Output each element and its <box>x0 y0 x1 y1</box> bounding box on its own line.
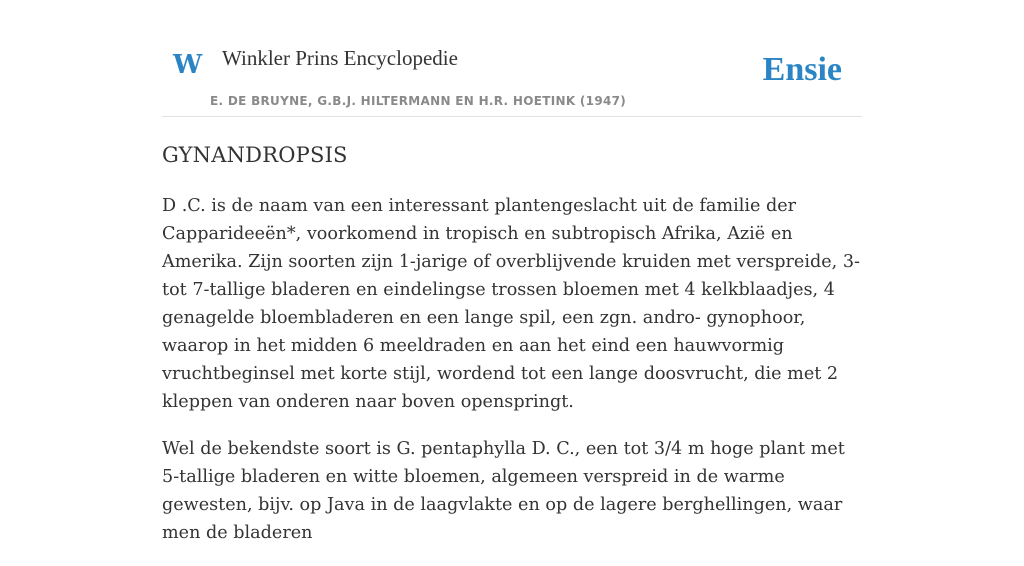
authors-line: E. DE BRUYNE, G.B.J. HILTERMANN EN H.R. HOETINK (1947) <box>210 94 627 108</box>
ensie-logo[interactable]: Ensie <box>762 51 842 88</box>
site-header <box>162 0 862 117</box>
w-logo-icon[interactable]: W <box>173 50 203 80</box>
article-paragraph: D .C. is de naam van een interessant plantengeslacht uit de familie der Capparideeën*, voorkomend in tropisch en subtropisch Afrika, Azië en Amerika. Zijn soorten zijn 1-jarige of overblijvende kruiden met verspreide, 3- tot 7-tallige bladeren en eindelingse trossen bloemen met 4 kelkblaadjes, 4 genagelde bloembladeren en een lange spil, een zgn. andro- gynophoor, waarop in het midden 6 meeldraden en aan het eind een hauwvormig vruchtbeginsel met korte stijl, wordend tot een lange doosvrucht, die met 2 kleppen van onderen naar boven openspringt. <box>162 196 860 412</box>
page-container <box>162 0 862 543</box>
article-paragraph: Wel de bekendste soort is G. pentaphylla D. C., een tot 3/4 m hoge plant met 5-tallige bladeren en witte bloemen, algemeen verspreid in de warme gewesten, bijv. op Java in de laagvlakte en op de lagere berghellingen, waar men de bladeren <box>162 439 845 543</box>
book-title[interactable]: Winkler Prins Encyclopedie <box>222 46 458 70</box>
entry-article <box>162 192 866 566</box>
entry-title: GYNANDROPSIS <box>162 143 348 167</box>
